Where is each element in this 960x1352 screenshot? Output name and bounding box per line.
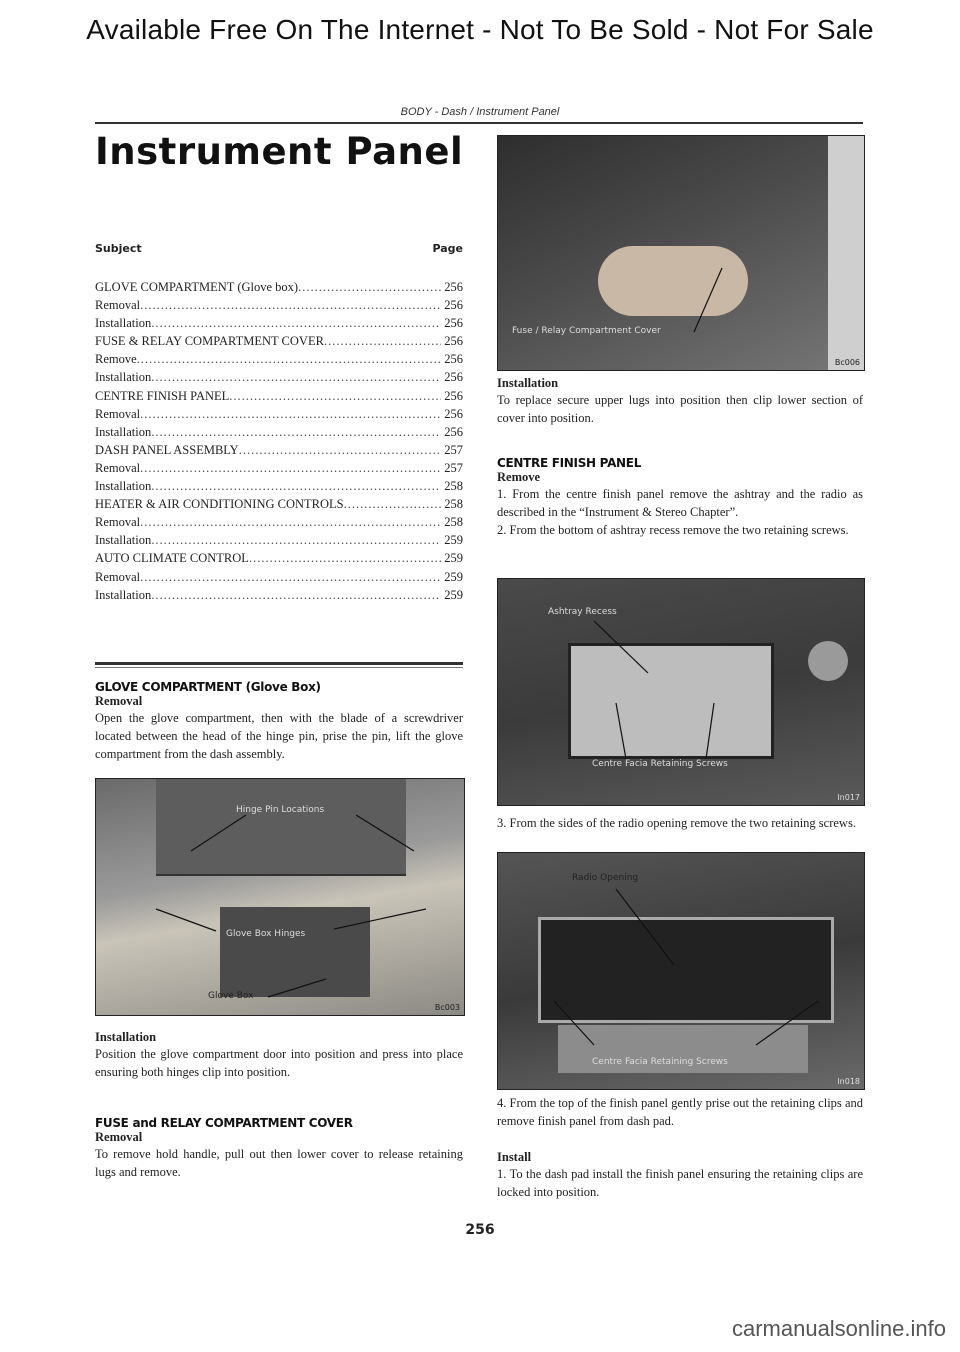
fuse-removal-title: Removal <box>95 1130 143 1144</box>
toc-leader-dots <box>239 441 442 459</box>
toc-entry-label: Installation <box>95 424 152 439</box>
toc-entry-page: 256 <box>444 406 463 421</box>
toc-entry-label: FUSE & RELAY COMPARTMENT COVER <box>95 334 324 349</box>
toc-entry <box>95 531 463 549</box>
toc-entry <box>95 387 463 405</box>
toc-entry-label: Removal <box>95 406 141 421</box>
toc-entry-label: Removal <box>95 460 141 475</box>
fuse-installation <box>497 376 863 427</box>
toc-leader-dots <box>137 350 442 368</box>
centre-step-4: 4. From the top of the finish panel gently prise out the retaining clips and remove finish panel from dash pad. <box>497 1096 863 1128</box>
toc-page-label: Page <box>432 242 463 255</box>
toc-entry-label: CENTRE FINISH PANEL <box>95 388 230 403</box>
toc-entry <box>95 405 463 423</box>
glove-box-callout: Glove Box <box>208 991 254 1001</box>
glove-box-hinges-callout: Glove Box Hinges <box>226 929 306 939</box>
centre-remove-title: Remove <box>497 470 541 484</box>
fuse-cover-photo <box>497 135 865 371</box>
toc-entry-label: Removal <box>95 298 141 313</box>
centre-install-step-1: 1. To the dash pad install the finish panel ensuring the retaining clips are locked into position. <box>497 1167 863 1199</box>
toc-entry-label: AUTO CLIMATE CONTROL <box>95 551 249 566</box>
toc-leader-dots <box>140 296 441 314</box>
toc-entry <box>95 513 463 531</box>
section-divider <box>95 662 463 668</box>
toc-entry <box>95 368 463 386</box>
centre-step-4-block <box>497 1094 863 1130</box>
glove-installation-title: Installation <box>95 1030 157 1044</box>
glove-installation-text: Position the glove compartment door into position and press into place ensuring both hinges clip into position. <box>95 1047 463 1079</box>
toc-entry-page: 256 <box>444 424 463 439</box>
table-of-contents <box>95 278 463 604</box>
glove-removal-text: Open the glove compartment, then with the blade of a screwdriver located between the head of the hinge pin, prise the pin, lift the glove compartment from the dash assembly. <box>95 711 463 761</box>
radio-opening-callout: Radio Opening <box>572 873 639 883</box>
glove-removal-title: Removal <box>95 694 143 708</box>
toc-entry <box>95 423 463 441</box>
centre-step-1: 1. From the centre finish panel remove the ashtray and the radio as described in the “Instrument & Stereo Chapter”. <box>497 487 863 519</box>
photo-ref: In017 <box>837 793 860 802</box>
toc-entry-label: Remove <box>95 352 137 367</box>
toc-entry <box>95 314 463 332</box>
page-title: Instrument Panel <box>95 130 464 173</box>
toc-entry <box>95 459 463 477</box>
toc-entry-page: 256 <box>444 280 463 294</box>
photo-ref: In018 <box>837 1077 860 1086</box>
fuse-installation-text: To replace secure upper lugs into position then clip lower section of cover into position. <box>497 393 863 425</box>
toc-entry-page: 259 <box>444 533 463 548</box>
glove-section-title: GLOVE COMPARTMENT (Glove Box) <box>95 680 321 694</box>
centre-step-3: 3. From the sides of the radio opening remove the two retaining screws. <box>497 816 856 830</box>
toc-entry-page: 259 <box>444 587 463 602</box>
toc-entry <box>95 495 463 513</box>
toc-entry-label: Installation <box>95 533 152 548</box>
header-rule <box>95 122 863 124</box>
radio-photo-leader-lines <box>498 853 864 1089</box>
fuse-removal-text: To remove hold handle, pull out then lower cover to release retaining lugs and remove. <box>95 1147 463 1179</box>
ashtray-recess-callout: Ashtray Recess <box>548 607 617 617</box>
fuse-installation-title: Installation <box>497 376 559 390</box>
toc-entry-page: 256 <box>444 298 463 313</box>
toc-leader-dots <box>151 531 441 549</box>
toc-entry-page: 256 <box>444 370 463 385</box>
toc-entry <box>95 350 463 368</box>
toc-entry-page: 256 <box>444 334 463 349</box>
fuse-section-title: FUSE and RELAY COMPARTMENT COVER <box>95 1116 353 1130</box>
page-number: 256 <box>465 1222 495 1238</box>
toc-subject-label: Subject <box>95 242 142 255</box>
toc-entry <box>95 477 463 495</box>
centre-facia-screws-callout: Centre Facia Retaining Screws <box>592 759 728 769</box>
toc-entry <box>95 586 463 604</box>
toc-entry-label: Removal <box>95 569 141 584</box>
toc-header <box>95 242 463 255</box>
hinge-pin-callout: Hinge Pin Locations <box>236 805 325 815</box>
toc-entry-page: 256 <box>444 388 463 403</box>
centre-install <box>497 1150 863 1201</box>
centre-facia-screws-callout: Centre Facia Retaining Screws <box>592 1057 728 1067</box>
toc-leader-dots <box>140 459 441 477</box>
toc-leader-dots <box>151 314 441 332</box>
glove-installation <box>95 1030 463 1081</box>
toc-entry-label: HEATER & AIR CONDITIONING CONTROLS <box>95 497 344 512</box>
toc-entry-label: Installation <box>95 370 152 385</box>
toc-entry <box>95 332 463 350</box>
toc-leader-dots <box>249 549 441 567</box>
toc-leader-dots <box>151 477 441 495</box>
toc-entry-page: 258 <box>444 497 463 512</box>
watermark-banner: Available Free On The Internet - Not To Be Sold - Not For Sale <box>86 14 874 45</box>
toc-entry-label: GLOVE COMPARTMENT (Glove box) <box>95 280 299 294</box>
centre-step-3-block <box>497 814 863 832</box>
glove-box-photo <box>95 778 465 1016</box>
centre-step-2: 2. From the bottom of ashtray recess remove the two retaining screws. <box>497 523 849 537</box>
toc-leader-dots <box>324 332 441 350</box>
centre-section-title: CENTRE FINISH PANEL <box>497 456 642 470</box>
toc-leader-dots <box>229 387 441 405</box>
toc-entry-page: 258 <box>444 479 463 494</box>
toc-entry-label: Removal <box>95 515 141 530</box>
ashtray-recess-photo <box>497 578 865 806</box>
toc-entry-page: 259 <box>444 569 463 584</box>
toc-entry-page: 257 <box>444 460 463 475</box>
toc-leader-dots <box>140 513 441 531</box>
toc-entry-label: Installation <box>95 479 152 494</box>
toc-entry-label: Installation <box>95 316 152 331</box>
toc-entry-label: Installation <box>95 587 152 602</box>
footer-watermark: carmanualsonline.info <box>731 1316 946 1341</box>
toc-leader-dots <box>151 423 441 441</box>
toc-entry-page: 258 <box>444 515 463 530</box>
photo-ref: Bc003 <box>434 1003 460 1012</box>
toc-leader-dots <box>140 568 441 586</box>
toc-entry <box>95 549 463 567</box>
toc-leader-dots <box>151 586 441 604</box>
toc-leader-dots <box>151 368 441 386</box>
toc-entry <box>95 568 463 586</box>
toc-entry <box>95 278 463 296</box>
photo-ref: Bc006 <box>834 358 860 367</box>
toc-entry-page: 256 <box>444 316 463 331</box>
fuse-cover-callout: Fuse / Relay Compartment Cover <box>512 326 661 336</box>
toc-entry <box>95 441 463 459</box>
toc-leader-dots <box>344 495 442 513</box>
glove-section <box>95 680 463 763</box>
running-header: BODY - Dash / Instrument Panel <box>400 106 560 118</box>
toc-entry-label: DASH PANEL ASSEMBLY <box>95 442 239 457</box>
toc-leader-dots <box>298 278 441 296</box>
centre-install-title: Install <box>497 1150 532 1164</box>
fuse-section <box>95 1116 463 1181</box>
toc-entry-page: 259 <box>444 551 463 566</box>
toc-entry <box>95 296 463 314</box>
toc-leader-dots <box>140 405 441 423</box>
toc-entry-page: 257 <box>444 442 463 457</box>
centre-section <box>497 456 863 539</box>
radio-opening-photo <box>497 852 865 1090</box>
toc-entry-page: 256 <box>444 352 463 367</box>
